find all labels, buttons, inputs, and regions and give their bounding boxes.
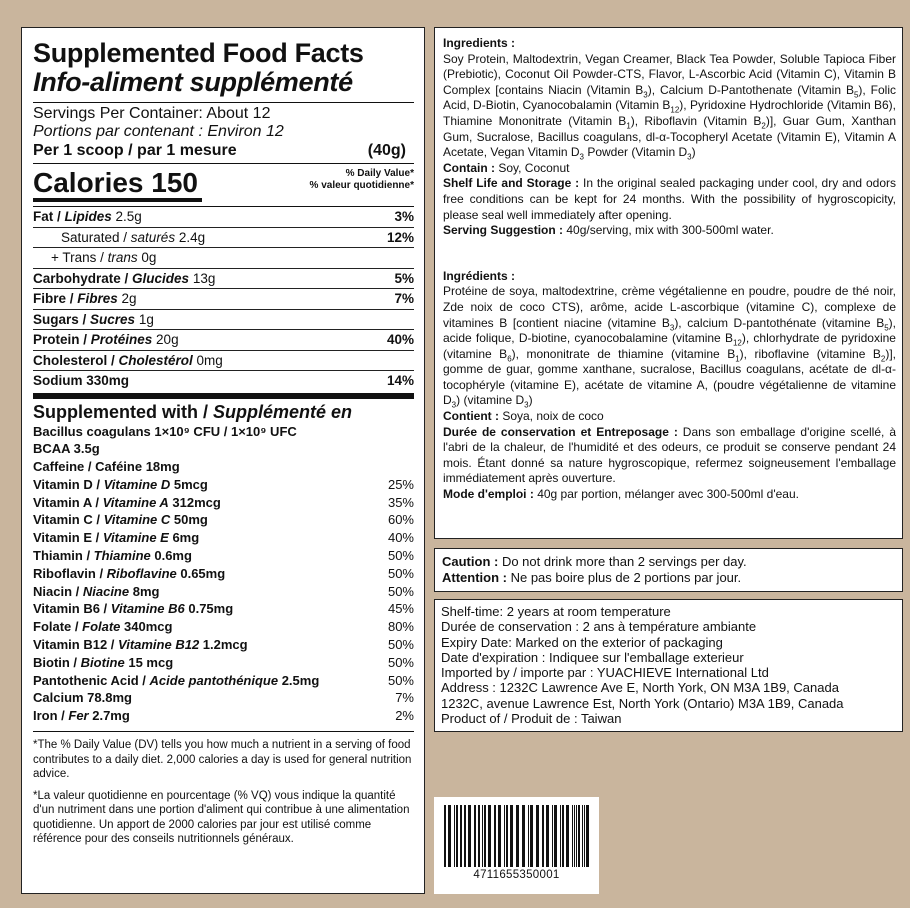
- nutrition-title-fr: Info-aliment supplémenté: [33, 67, 353, 97]
- barcode-bar: [522, 805, 525, 867]
- caution-panel: [434, 548, 903, 592]
- supplemented-title-fr: Supplémenté en: [213, 401, 353, 422]
- supplement-row: [33, 423, 414, 441]
- barcode-bar: [484, 805, 486, 867]
- nutrient-row: [33, 207, 414, 228]
- supplement-label: Vitamin A / Vitamine A 312mcg: [33, 494, 221, 510]
- barcode-bar: [530, 805, 533, 867]
- daily-value-header: [310, 168, 414, 202]
- barcode-bar: [494, 805, 496, 867]
- supplement-label: Iron / Fer 2.7mg: [33, 708, 130, 724]
- supplement-label: Vitamin E / Vitamine E 6mg: [33, 530, 200, 546]
- barcode-bar: [576, 805, 577, 867]
- supplement-row: [33, 600, 414, 618]
- barcode-bars: [442, 805, 591, 867]
- nutrition-title-en: Supplemented Food Facts: [33, 38, 364, 68]
- supplement-dv: 80%: [387, 619, 414, 635]
- supplement-dv: 50%: [387, 654, 414, 670]
- nutrient-dv: 14%: [386, 373, 414, 388]
- supplement-dv: 2%: [395, 708, 414, 724]
- per-scoop-grams: (40g): [367, 142, 406, 159]
- barcode-bar: [454, 805, 455, 867]
- supplement-label: Bacillus coagulans 1×10⁹ CFU / 1×10⁹ UFC: [33, 423, 297, 439]
- barcode-bar: [552, 805, 553, 867]
- supplement-row: [33, 494, 414, 512]
- nutrient-row: [33, 351, 414, 372]
- supplement-label: Vitamin C / Vitamine C 50mg: [33, 512, 208, 528]
- nutrition-facts-panel: [21, 27, 425, 894]
- supplement-row: [33, 458, 414, 476]
- supplement-dv: 7%: [395, 690, 414, 706]
- info-line: Imported by / importe par : YUACHIEVE International Ltd: [441, 665, 769, 681]
- nutrient-dv: 40%: [386, 332, 414, 347]
- calories: Calories 150: [33, 168, 202, 202]
- supplement-dv: 40%: [387, 530, 414, 546]
- supplement-dv: 35%: [387, 494, 414, 510]
- contient-line: Contient : Soya, noix de coco: [443, 409, 604, 424]
- nutrient-row: [33, 269, 414, 290]
- barcode-bar: [586, 805, 589, 867]
- nutrient-dv: 5%: [394, 270, 414, 286]
- supplement-row: [33, 707, 414, 725]
- barcode-bar: [482, 805, 483, 867]
- barcode-bar: [528, 805, 529, 867]
- nutrient-label: Fibre / Fibres 2g: [33, 291, 137, 306]
- supplement-row: [33, 618, 414, 636]
- nutrient-label: Cholesterol / Cholestérol 0mg: [33, 352, 223, 368]
- supplement-row: [33, 529, 414, 547]
- nutrient-label: Protein / Protéines 20g: [33, 332, 179, 347]
- shelf-life-line: Shelf Life and Storage : In the original sealed packaging under cool, dry and odors free conditions can be kept for 24 months. With the possibility of hygroscopicity, please seal well immediately after opening.: [443, 176, 896, 222]
- nutrient-row: [33, 310, 414, 331]
- footnote-en: *The % Daily Value (DV) tells you how much a nutrient in a serving of food contributes to a daily diet. 2,000 calories a day is used for general nutrition advice.: [33, 739, 412, 781]
- barcode-bar: [536, 805, 539, 867]
- supplement-row: [33, 654, 414, 672]
- supplement-table: [33, 423, 414, 726]
- supplement-label: Calcium 78.8mg: [33, 690, 132, 706]
- barcode-bar: [572, 805, 573, 867]
- supplement-label: Biotin / Biotine 15 mcg: [33, 654, 174, 670]
- caution-fr: Attention : Ne pas boire plus de 2 portions par jour.: [442, 570, 742, 585]
- servings-en: Servings Per Container: About 12: [33, 105, 271, 122]
- dv-label-en: % Daily Value*: [345, 168, 414, 179]
- divider: [33, 163, 414, 164]
- barcode-bar: [546, 805, 549, 867]
- nutrient-row: [33, 371, 414, 391]
- caution-en: Caution : Do not drink more than 2 servings per day.: [442, 554, 747, 569]
- supplement-dv: 25%: [387, 476, 414, 492]
- supplement-label: Pantothenic Acid / Acide pantothénique 2.5mg: [33, 672, 320, 688]
- ingredients-text-en: Soy Protein, Maltodextrin, Vegan Creamer, Black Tea Powder, Soluble Tapioca Fiber (Prebiotic), Coconut Oil Powder-CTS, Flavor, L-Ascorbic Acid (Vitamin C), Vitamin B Complex [contains Niacin (Vitamin $B_3$), Calcium D-Pantothenate (Vitamin $B_5$), Folic Acid, D-Biotin, Cyanocobalamin (Vitamin $B_{12}$), Pyridoxine Hydrochloride (Vitamin B6), Thiamine Mononitrate (Vitamin $B_1$), Riboflavin (Vitamin $B_2$)], Guar Gum, Xanthan Gum, Sucralose, Bacillus coagulans, dl-α-Tocopheryl Acetate (Vitamin E), Vitamin A Acetate, Vegan Vitamin $D_3$ Powder (Vitamin $D_3$): [443, 51, 897, 162]
- nutrient-row: [33, 330, 414, 351]
- ingredients-heading-en: Ingredients :: [443, 36, 516, 50]
- supplement-dv: 60%: [387, 512, 414, 528]
- supplement-row: [33, 547, 414, 565]
- serving-size: [33, 141, 414, 161]
- nutrient-label: Saturated / saturés 2.4g: [61, 229, 206, 245]
- supplement-row: [33, 476, 414, 494]
- nutrient-table: [33, 207, 414, 391]
- calories-row: [33, 168, 414, 202]
- supplement-label: Niacin / Niacine 8mg: [33, 583, 160, 599]
- serving-suggestion-line: Serving Suggestion : 40g/serving, mix with 300-500ml water.: [443, 223, 774, 238]
- barcode-bar: [464, 805, 466, 867]
- supplement-label: Riboflavin / Riboflavine 0.65mg: [33, 565, 226, 581]
- nutrient-dv: 7%: [394, 291, 414, 306]
- info-line: Shelf-time: 2 years at room temperature: [441, 604, 671, 619]
- ingredients-heading-fr: Ingrédients :: [443, 268, 516, 283]
- nutrient-label: Carbohydrate / Glucides 13g: [33, 270, 216, 286]
- barcode-bar: [516, 805, 519, 867]
- product-info-panel: [434, 599, 903, 732]
- supplement-row: [33, 511, 414, 529]
- barcode-bar: [510, 805, 513, 867]
- supplement-dv: 45%: [387, 601, 414, 617]
- supplement-row: [33, 583, 414, 601]
- contain-line: Contain : Soy, Coconut: [443, 160, 570, 175]
- barcode-bar: [474, 805, 476, 867]
- per-scoop-label: Per 1 scoop / par 1 mesure: [33, 142, 237, 159]
- barcode-bar: [562, 805, 564, 867]
- barcode-number: 4711655350001: [473, 869, 560, 881]
- barcode-bar: [478, 805, 480, 867]
- servings-fr: Portions par contenant : Environ 12: [33, 123, 284, 140]
- supplement-row: [33, 672, 414, 690]
- nutrient-dv: 12%: [386, 229, 414, 245]
- info-line: Expiry Date: Marked on the exterior of packaging: [441, 634, 723, 650]
- supplement-label: Thiamin / Thiamine 0.6mg: [33, 548, 192, 564]
- divider: [33, 731, 414, 732]
- supplement-dv: 50%: [387, 637, 414, 653]
- nutrient-dv: 3%: [394, 209, 414, 224]
- supplement-label: Folate / Folate 340mcg: [33, 619, 173, 635]
- nutrient-row: [33, 289, 414, 310]
- info-line: Durée de conservation : 2 ans à température ambiante: [441, 619, 757, 635]
- supplement-dv: 50%: [387, 565, 414, 581]
- supplement-row: [33, 689, 414, 707]
- ingredients-text-fr: Protéine de soya, maltodextrine, crème végétalienne en poudre, poudre de thé noir, Zde noix de coco CTS), arôme, acide L-ascorbique (vitamine C), complexe de vitamines B [contient niacine (vitamine $B_3$), calcium D-pantothénate (vitamine $B_5$), acide folique, D-biotine, cyanocobalamine (vitamine $B_{12}$), chlorhydrate de pyridoxine (vitamine $B_6$), mononitrate de thiamine (vitamine $B_1$), riboflavine (vitamine $B_2$)], gomme de guar, gomme xanthane, sucralose, Bacillus coagulans, acétate de dl-α-tocophéryle (vitamine E), acétate de vitamine A, (poudre végétalienne de vitamine $D_3$) (vitamine $D_3$): [443, 284, 896, 410]
- nutrient-label: Fat / Lipides 2.5g: [33, 209, 142, 224]
- barcode-bar: [456, 805, 458, 867]
- barcode-bar: [498, 805, 501, 867]
- footnotes: [33, 738, 414, 847]
- supplement-label: Caffeine / Caféine 18mg: [33, 459, 180, 475]
- barcode-bar: [574, 805, 575, 867]
- barcode-bar: [554, 805, 557, 867]
- barcode-bar: [578, 805, 580, 867]
- mode-emploi-line: Mode d'emploi : 40g par portion, mélanger avec 300-500ml d'eau.: [443, 487, 799, 502]
- footnote-fr: *La valeur quotidienne en pourcentage (% VQ) vous indique la quantité d'un nutriment dans une portion d'aliment qui contribue à une alimentation quotidienne. Un apport de 2000 calories par jour est utilisé comme référence pour des conseils nutritionnels généraux.: [33, 789, 410, 846]
- supplement-label: Vitamin D / Vitamine D 5mcg: [33, 476, 208, 492]
- supplement-label: BCAA 3.5g: [33, 441, 100, 457]
- barcode-bar: [460, 805, 462, 867]
- info-line: Address : 1232C Lawrence Ave E, North York, ON M3A 1B9, Canada: [441, 680, 839, 696]
- barcode: [434, 797, 599, 894]
- supplement-dv: 50%: [387, 583, 414, 599]
- duree-line: Durée de conservation et Entreposage : Dans son emballage d'origine scellé, à l'abri de la chaleur, de l'humidité et des odeurs, ce produit se conserve pendant 24 mois. Étant donné sa nature hygroscopique, refermez soigneusement l'emballage immédiatement après ouverture.: [443, 424, 896, 486]
- supplement-label: Vitamin B6 / Vitamine B6 0.75mg: [33, 601, 234, 617]
- info-line: 1232C, avenue Lawrence Est, North York (Ontario) M3A 1B9, Canada: [441, 695, 844, 711]
- barcode-bar: [506, 805, 508, 867]
- nutrient-row: [33, 248, 414, 269]
- info-line: Date d'expiration : Indiquee sur l'emballage exterieur: [441, 649, 744, 665]
- barcode-bar: [444, 805, 446, 867]
- nutrient-row: [33, 228, 414, 249]
- supplement-label: Vitamin B12 / Vitamine B12 1.2mcg: [33, 637, 248, 653]
- supplement-row: [33, 636, 414, 654]
- barcode-bar: [582, 805, 583, 867]
- barcode-bar: [488, 805, 491, 867]
- barcode-bar: [504, 805, 505, 867]
- barcode-bar: [468, 805, 471, 867]
- supplement-dv: 50%: [387, 548, 414, 564]
- supplemented-title: [33, 401, 414, 423]
- supplement-row: [33, 565, 414, 583]
- thick-divider: [33, 393, 414, 399]
- dv-label-fr: % valeur quotidienne*: [309, 180, 414, 191]
- barcode-bar: [542, 805, 544, 867]
- nutrient-label: + Trans / trans 0g: [51, 250, 157, 265]
- supplemented-title-en: Supplemented with /: [33, 401, 214, 422]
- supplement-dv: 50%: [387, 672, 414, 688]
- divider: [33, 102, 414, 103]
- ingredients-panel: [434, 27, 903, 539]
- info-line: Product of / Produit de : Taiwan: [441, 711, 622, 727]
- barcode-bar: [560, 805, 561, 867]
- spacer: [443, 239, 896, 269]
- supplement-row: [33, 440, 414, 458]
- nutrient-label: Sugars / Sucres 1g: [33, 311, 154, 327]
- barcode-bar: [584, 805, 585, 867]
- barcode-bar: [566, 805, 569, 867]
- barcode-bar: [448, 805, 451, 867]
- nutrient-label: Sodium 330mg: [33, 373, 130, 388]
